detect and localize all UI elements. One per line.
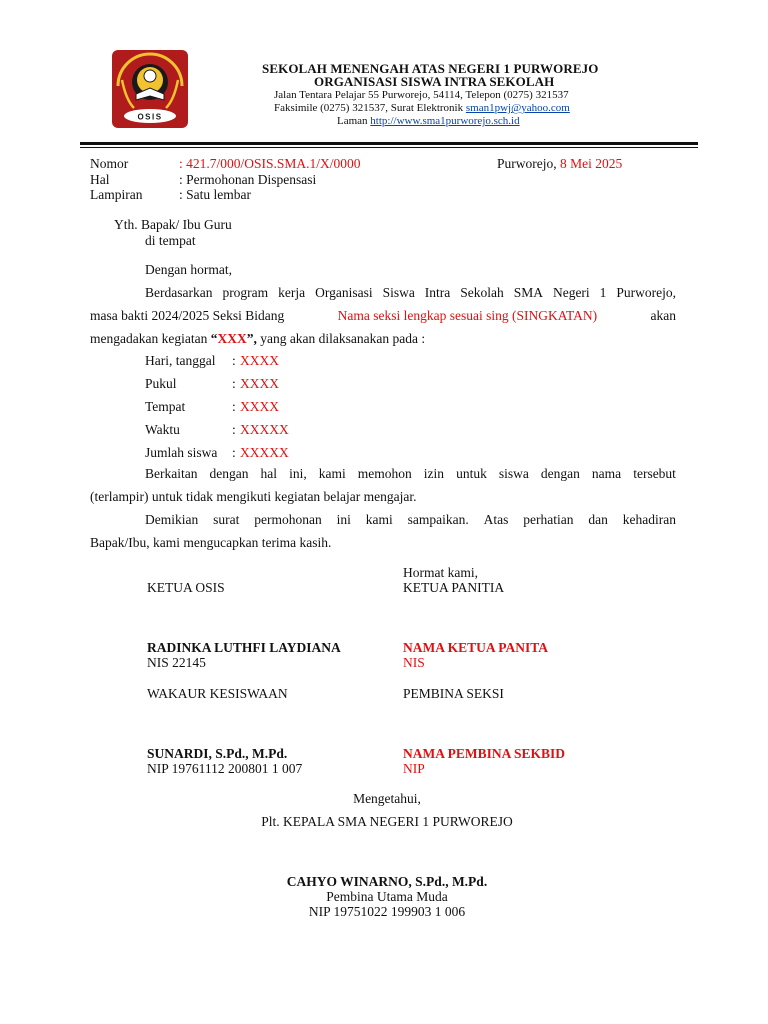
p1-line3-start: mengadakan kegiatan: [90, 331, 211, 346]
greeting: Dengan hormat,: [145, 262, 232, 277]
fax-label: Faksimile (0275) 321537, Surat Elektronik: [274, 102, 466, 114]
ketua-osis-name: RADINKA LUTHFI LAYDIANA: [147, 640, 341, 655]
detail-label: Waktu: [145, 422, 180, 437]
detail-label: Pukul: [145, 376, 177, 391]
letter-date: [497, 156, 622, 172]
closing-hormat: Hormat kami,: [403, 565, 478, 580]
address: Jalan Tentara Pelajar 55 Purworejo, 54114, Telepon (0275) 321537: [274, 89, 569, 101]
detail-label: Hari, tanggal: [145, 353, 216, 368]
pembina-seksi-title: PEMBINA SEKSI: [403, 686, 504, 701]
osis-logo: [112, 50, 188, 128]
fax-email-line: [274, 102, 570, 114]
website-label: Laman: [337, 115, 371, 127]
quote-open: “: [210, 331, 218, 346]
header-divider-thin: [80, 147, 698, 148]
paragraph3-line1: Demikian surat permohonan ini kami sampaikan. Atas perhatian dan kehadiran: [145, 512, 676, 527]
paragraph3-line2: Bapak/Ibu, kami mengucapkan terima kasih.: [90, 535, 332, 550]
ketua-panitia-title: KETUA PANITIA: [403, 580, 505, 595]
p1-line2-end: akan: [650, 308, 676, 323]
header-divider-thick: [80, 142, 698, 145]
quote-close: ”,: [246, 331, 257, 346]
detail-label: Tempat: [145, 399, 186, 414]
p1-line2-start: masa bakti 2024/2025 Seksi Bidang: [90, 308, 285, 323]
wakaur-name: SUNARDI, S.Pd., M.Pd.: [147, 746, 288, 761]
org-name: ORGANISASI SISWA INTRA SEKOLAH: [314, 74, 555, 89]
kepsek-name: CAHYO WINARNO, S.Pd., M.Pd.: [286, 874, 488, 889]
kepsek-title: Plt. KEPALA SMA NEGERI 1 PURWOREJO: [261, 814, 513, 829]
paragraph2-line2: (terlampir) untuk tidak mengikuti kegiatan belajar mengajar.: [90, 489, 417, 504]
detail-separator: :: [232, 353, 236, 368]
detail-value: XXXXX: [240, 445, 289, 460]
p1-line3-end: yang akan dilaksanakan pada :: [256, 331, 426, 346]
letter-place: Purworejo,: [497, 156, 560, 171]
detail-separator: :: [232, 445, 236, 460]
hal-label: Hal: [90, 172, 110, 187]
hal-value: : Permohonan Dispensasi: [179, 172, 317, 187]
wakaur-title: WAKAUR KESISWAAN: [147, 686, 288, 701]
mengetahui: Mengetahui,: [353, 791, 421, 806]
detail-separator: :: [232, 422, 236, 437]
section-name-placeholder: Nama seksi lengkap sesuai sing (SINGKATAN): [337, 308, 598, 323]
kepsek-nip: NIP 19751022 199903 1 006: [308, 904, 466, 919]
website-link[interactable]: http://www.sma1purworejo.sch.id: [370, 115, 520, 127]
email-link[interactable]: sman1pwj@yahoo.com: [465, 102, 570, 114]
nomor-label: Nomor: [90, 156, 129, 171]
detail-value: XXXX: [240, 376, 279, 391]
ketua-osis-nis: NIS 22145: [147, 655, 206, 670]
date-value: 8 Mei 2025: [560, 156, 623, 171]
wakaur-nip: NIP 19761112 200801 1 007: [147, 761, 303, 776]
lampiran-value: : Satu lembar: [179, 187, 251, 202]
detail-value: XXXXX: [240, 422, 289, 437]
paragraph1-line3: [90, 331, 425, 347]
ketua-osis-title: KETUA OSIS: [147, 580, 225, 595]
school-name: SEKOLAH MENENGAH ATAS NEGERI 1 PURWOREJO: [262, 61, 599, 76]
paragraph2-line1: Berkaitan dengan hal ini, kami memohon izin untuk siswa dengan nama tersebut: [145, 466, 676, 481]
pembina-sekbid-name: NAMA PEMBINA SEKBID: [403, 746, 566, 761]
paragraph1-line2: [90, 308, 676, 324]
pembina-sekbid-nip: NIP: [403, 761, 425, 776]
nomor-value: : 421.7/000/OSIS.SMA.1/X/0000: [179, 156, 361, 171]
detail-separator: :: [232, 399, 236, 414]
detail-separator: :: [232, 376, 236, 391]
event-name-placeholder: XXX: [217, 331, 247, 346]
detail-value: XXXX: [240, 353, 279, 368]
detail-label: Jumlah siswa: [145, 445, 218, 460]
recipient-line1: Yth. Bapak/ Ibu Guru: [114, 217, 232, 232]
ketua-panitia-nis: NIS: [403, 655, 425, 670]
website-line: [337, 115, 520, 127]
ketua-panitia-name: NAMA KETUA PANITA: [403, 640, 549, 655]
detail-value: XXXX: [240, 399, 279, 414]
svg-text:OSIS: OSIS: [137, 112, 163, 122]
kepsek-rank: Pembina Utama Muda: [326, 889, 448, 904]
recipient-line2: di tempat: [145, 233, 196, 248]
paragraph1-line1: Berdasarkan program kerja Organisasi Siswa Intra Sekolah SMA Negeri 1 Purworejo,: [145, 285, 676, 300]
lampiran-label: Lampiran: [90, 187, 143, 202]
